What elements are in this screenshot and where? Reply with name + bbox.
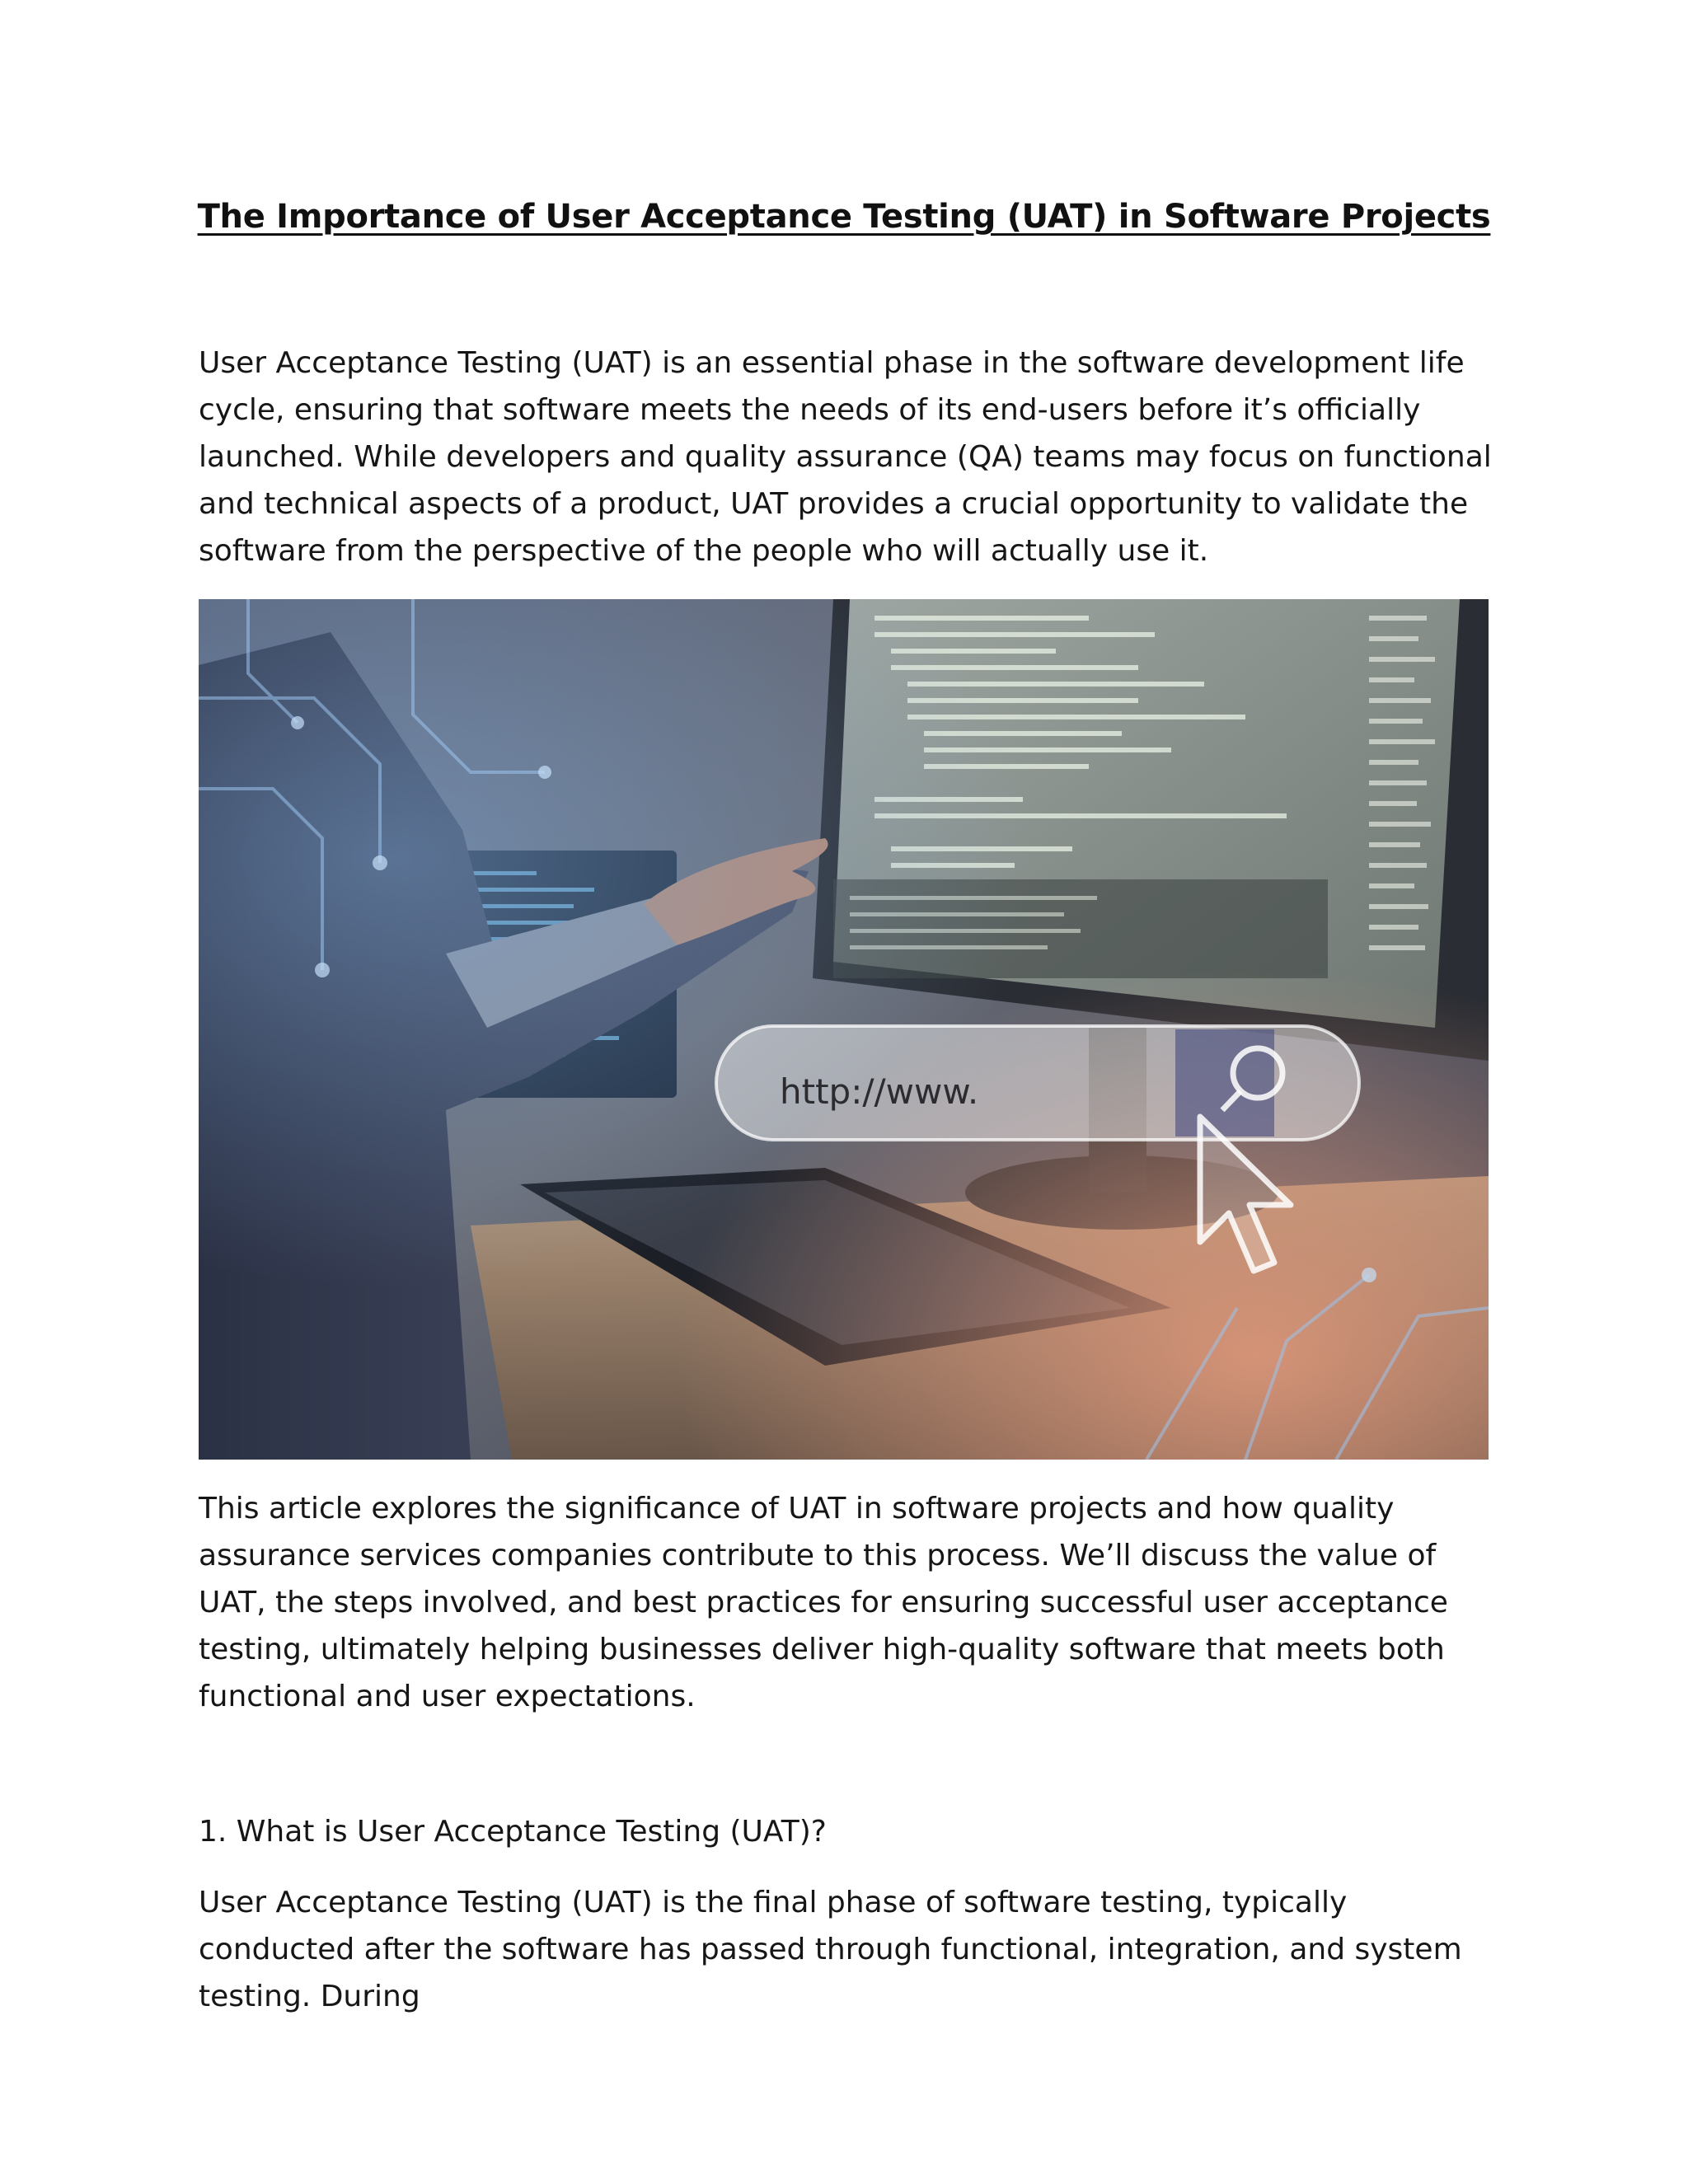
- overview-paragraph: This article explores the significance of UAT in software projects and how quality assurance services companies contribute to this process. We’ll discuss the value of UAT, the steps involved, and best practices for ensuring successful user acceptance testing, ultimately helping businesses deliver high-quality software that meets both functional and user expectations.: [199, 1492, 1448, 1713]
- hero-image: [199, 599, 1489, 1460]
- url-bar-text: http://www.: [780, 1071, 979, 1112]
- intro-paragraph: User Acceptance Testing (UAT) is an essential phase in the software development life cycle, ensuring that software meets the needs of its end-users before it’s officially launched. While developers and quality assurance (QA) teams may focus on functional and technical aspects of a product, UAT provides a crucial opportunity to validate the software from the perspective of the people who will actually use it.: [199, 346, 1492, 568]
- url-bar: [716, 1026, 1359, 1140]
- section-1-body: User Acceptance Testing (UAT) is the final phase of software testing, typically conducted after the software has passed through functional, integration, and system testing. During: [199, 1886, 1462, 2013]
- document-title: The Importance of User Acceptance Testing (UAT) in Software Projects: [197, 198, 1491, 236]
- section-1-heading: 1. What is User Acceptance Testing (UAT)?: [199, 1815, 827, 1849]
